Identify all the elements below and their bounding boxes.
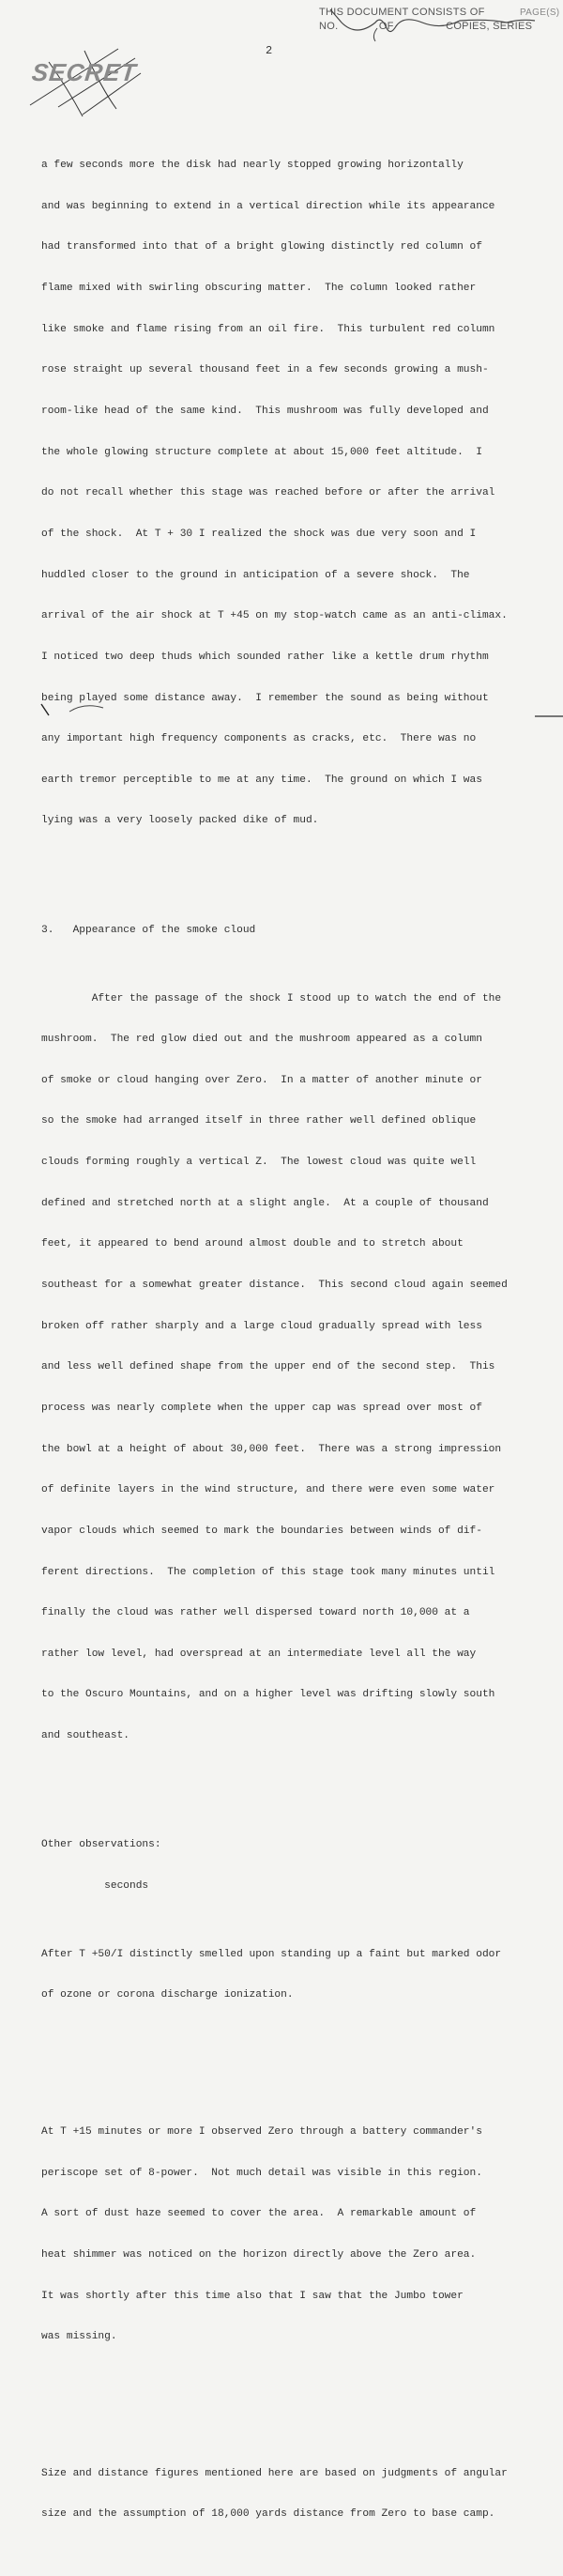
handwritten-insert-seconds: seconds bbox=[41, 1880, 149, 1893]
text-line: was missing. bbox=[41, 2331, 117, 2343]
text-line: feet, it appeared to bend around almost double and to stretch about bbox=[41, 1238, 464, 1250]
text-line: rather low level, had overspread at an intermediate level all the way bbox=[41, 1648, 477, 1660]
text-line: earth tremor perceptible to me at any time. The ground on which I was bbox=[41, 774, 482, 786]
text-line: After T +50/I distinctly smelled upon standing up a faint but marked odor bbox=[41, 1948, 502, 1960]
text-line: ferent directions. The completion of this stage took many minutes until bbox=[41, 1566, 495, 1578]
text-line: vapor clouds which seemed to mark the boundaries between winds of dif- bbox=[41, 1525, 482, 1537]
text-line: had transformed into that of a bright glowing distinctly red column of bbox=[41, 241, 482, 253]
text-line: huddled closer to the ground in anticipation of a severe shock. The bbox=[41, 569, 470, 581]
secret-classification-stamp: SECRET bbox=[30, 58, 139, 86]
text-line: periscope set of 8-power. Not much detail was visible in this region. bbox=[41, 2167, 482, 2179]
paragraph-gap bbox=[41, 2399, 557, 2413]
stamp-line1-prefix: THIS DOCUMENT CONSISTS OF bbox=[319, 7, 485, 18]
paragraph-ozone-odor bbox=[41, 1921, 557, 2030]
text-line: the bowl at a height of about 30,000 feet. There was a strong impression bbox=[41, 1443, 502, 1455]
text-line: of the shock. At T + 30 I realized the shock was due very soon and I bbox=[41, 528, 477, 540]
text-line: defined and stretched north at a slight angle. At a couple of thousand bbox=[41, 1197, 489, 1209]
text-line: and less well defined shape from the upper end of the second step. This bbox=[41, 1361, 495, 1373]
text-line: I noticed two deep thuds which sounded rather like a kettle drum rhythm bbox=[41, 651, 489, 663]
section-heading-smoke-cloud: 3. Appearance of the smoke cloud bbox=[41, 924, 256, 936]
text-line: After the passage of the shock I stood up to watch the end of the bbox=[41, 992, 502, 1004]
page-edge-rule bbox=[535, 715, 563, 717]
other-observations-heading: Other observations: bbox=[41, 1839, 161, 1851]
text-line: so the smoke had arranged itself in three rather well defined oblique bbox=[41, 1115, 477, 1127]
paragraph-gap bbox=[41, 1798, 557, 1812]
text-line: lying was a very loosely packed dike of mud. bbox=[41, 815, 319, 827]
text-line: the whole glowing structure complete at about 15,000 feet altitude. I bbox=[41, 446, 482, 458]
text-line: and was beginning to extend in a vertical direction while its appearance bbox=[41, 200, 495, 212]
text-line: a few seconds more the disk had nearly stopped growing horizontally bbox=[41, 160, 464, 172]
stamp-line1-suffix: PAGE(S) bbox=[519, 8, 560, 18]
text-line: finally the cloud was rather well dispersed toward north 10,000 at a bbox=[41, 1607, 470, 1619]
text-line: being played some distance away. I remember the sound as being without bbox=[41, 692, 489, 704]
text-line: arrival of the air shock at T +45 on my stop-watch came as an anti-climax. bbox=[41, 610, 508, 622]
text-line: process was nearly complete when the upper cap was spread over most of bbox=[41, 1402, 482, 1414]
stamp-line2-of: OF bbox=[378, 21, 394, 32]
page-number: 2 bbox=[266, 44, 273, 57]
text-line: rose straight up several thousand feet in a few seconds growing a mush- bbox=[41, 364, 489, 376]
text-line: and southeast. bbox=[41, 1730, 129, 1742]
text-line: It was shortly after this time also that I saw that the Jumbo tower bbox=[41, 2290, 464, 2302]
text-line: to the Oscuro Mountains, and on a higher level was drifting slowly south bbox=[41, 1689, 495, 1701]
text-line: heat shimmer was noticed on the horizon directly above the Zero area. bbox=[41, 2248, 477, 2261]
stamp-line2-no: NO. bbox=[319, 21, 339, 32]
text-line: Size and distance figures mentioned here are based on judgments of angular bbox=[41, 2467, 508, 2479]
text-line: of smoke or cloud hanging over Zero. In a matter of another minute or bbox=[41, 1074, 482, 1086]
text-line: size and the assumption of 18,000 yards distance from Zero to base camp. bbox=[41, 2508, 495, 2521]
stamp-line2-suffix: COPIES, SERIES bbox=[446, 21, 533, 32]
redaction-scribble-icon bbox=[319, 0, 563, 41]
text-line: any important high frequency components as cracks, etc. There was no bbox=[41, 733, 477, 745]
paragraph-detonation-description bbox=[41, 131, 557, 855]
text-line: At T +15 minutes or more I observed Zero through a battery commander's bbox=[41, 2125, 482, 2138]
text-line: broken off rather sharply and a large cloud gradually spread with less bbox=[41, 1320, 482, 1332]
text-line: clouds forming roughly a vertical Z. The lowest cloud was quite well bbox=[41, 1157, 477, 1169]
document-body bbox=[41, 104, 557, 2576]
text-line: room-like head of the same kind. This mushroom was fully developed and bbox=[41, 406, 489, 418]
text-line: do not recall whether this stage was reached before or after the arrival bbox=[41, 487, 495, 499]
text-line: of ozone or corona discharge ionization. bbox=[41, 1989, 294, 2001]
paragraph-smoke-cloud bbox=[41, 964, 557, 1770]
handwritten-marks-icon bbox=[38, 702, 150, 717]
text-line: mushroom. The red glow died out and the mushroom appeared as a column bbox=[41, 1034, 482, 1046]
text-line: of definite layers in the wind structure, and there were even some water bbox=[41, 1484, 495, 1496]
paragraph-gap bbox=[41, 882, 557, 897]
text-line: A sort of dust haze seemed to cover the area. A remarkable amount of bbox=[41, 2208, 477, 2220]
text-line: flame mixed with swirling obscuring matter. The column looked rather bbox=[41, 283, 477, 295]
text-line: like smoke and flame rising from an oil fire. This turbulent red column bbox=[41, 323, 495, 335]
text-line: southeast for a somewhat greater distance. This second cloud again seemed bbox=[41, 1280, 508, 1292]
paragraph-periscope-observation bbox=[41, 2098, 557, 2371]
paragraph-size-distance-note bbox=[41, 2440, 557, 2549]
paragraph-gap bbox=[41, 2057, 557, 2071]
